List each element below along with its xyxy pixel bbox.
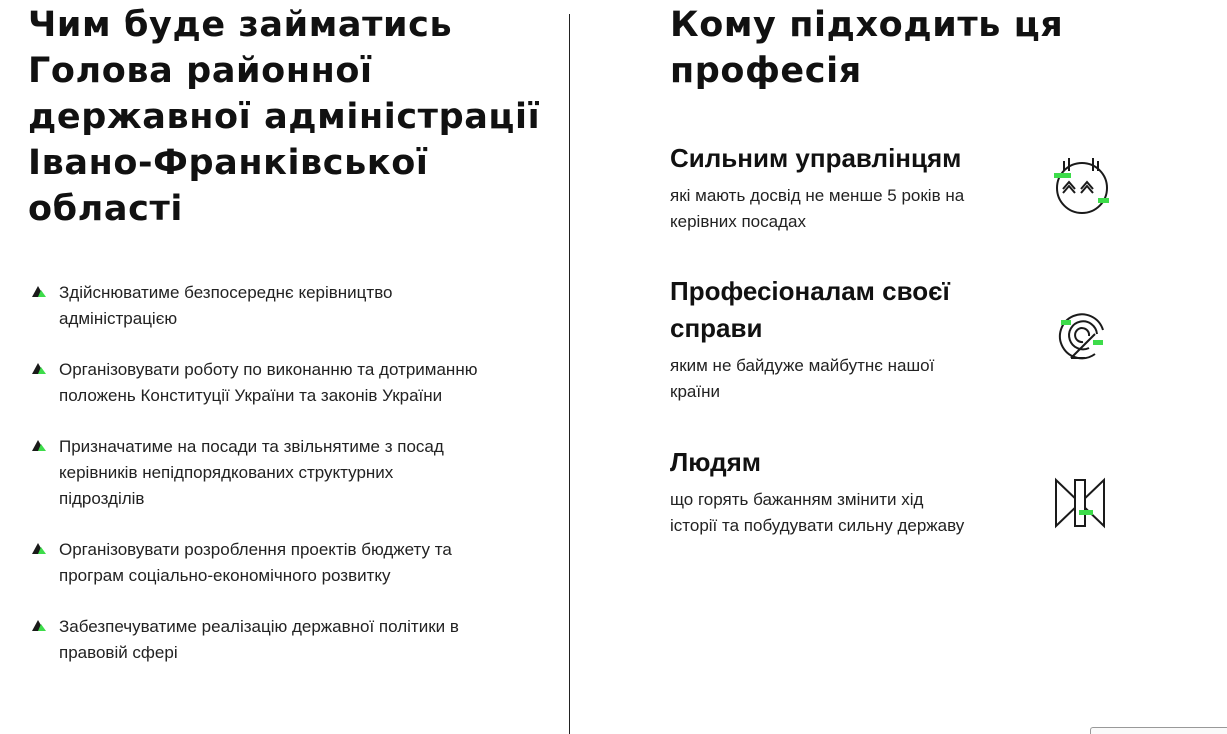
duty-item xyxy=(28,357,479,409)
mountain-bullet-icon xyxy=(32,619,46,631)
mountain-bullet-icon xyxy=(32,542,46,554)
fit-item-professionals xyxy=(670,273,1120,405)
duty-text: Організовувати роботу по виконанню та дотриманню положень Конституції України та законів України xyxy=(59,360,478,405)
fit-section xyxy=(670,0,1140,535)
fit-heading: Сильним управлінцям xyxy=(670,143,962,173)
fit-heading: Людям xyxy=(670,447,762,477)
duty-text: Здійснюватиме безпосереднє керівництво адміністрацією xyxy=(59,283,393,328)
mountain-bullet-icon xyxy=(32,362,46,374)
ascending-chevrons-circle-icon xyxy=(1050,155,1110,215)
duty-text: Організовувати розроблення проектів бюджету та програм соціально-економічного розвитку xyxy=(59,540,452,585)
fit-description: яким не байдуже майбутнє нашої країни xyxy=(670,356,935,401)
duties-section xyxy=(28,0,548,691)
duty-item xyxy=(28,537,479,589)
corner-widget-tab[interactable] xyxy=(1090,727,1227,734)
duties-list xyxy=(28,280,548,666)
column-divider xyxy=(569,14,570,734)
spiral-target-icon xyxy=(1055,308,1115,368)
fit-description: що горять бажанням змінити хід історії та побудувати сильну державу xyxy=(670,490,965,535)
fit-description: які мають досвід не менше 5 років на керівних посадах xyxy=(670,186,965,231)
duty-text: Забезпечуватиме реалізацію державної політики в правовій сфері xyxy=(59,617,459,662)
fit-heading: Професіоналам своєї справи xyxy=(670,276,950,343)
mountain-bullet-icon xyxy=(32,439,46,451)
duty-text: Призначатиме на посади та звільнятиме з посад керівників непідпорядкованих структурних підрозділів xyxy=(59,437,444,508)
hourglass-bowtie-icon xyxy=(1050,474,1110,534)
duties-title: Чим буде займатись Голова районної державної адміністрації Івано-Франківської області xyxy=(28,5,541,229)
duty-item xyxy=(28,614,479,666)
fit-title: Кому підходить ця професія xyxy=(670,5,1064,91)
duty-item xyxy=(28,434,479,512)
duty-item xyxy=(28,280,479,332)
mountain-bullet-icon xyxy=(32,285,46,297)
